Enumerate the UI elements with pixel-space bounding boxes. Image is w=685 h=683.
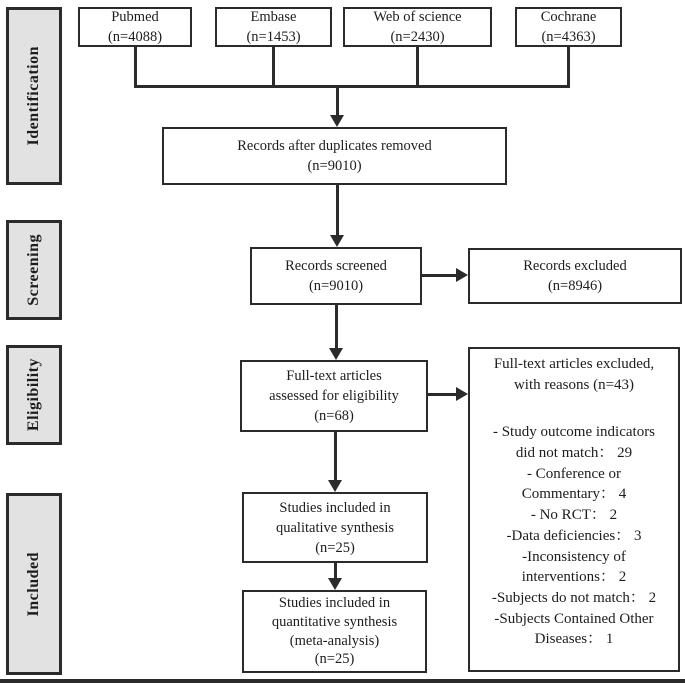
arrow-fulltext-to-qualitative-head [328, 480, 342, 492]
arrow-fulltext-to-qualitative-line [334, 432, 337, 481]
arrow-fulltext-to-reasons-line [428, 393, 458, 396]
box-quantitative-synthesis [242, 590, 427, 673]
fulltext-line-2: assessed for eligibility [269, 388, 399, 404]
screened-line-1: Records screened [285, 258, 387, 274]
source-embase-name: Embase [250, 9, 297, 25]
box-records-excluded [468, 248, 682, 304]
stage-identification [6, 7, 62, 185]
arrow-duplicates-to-screened-head [330, 235, 344, 247]
source-cochrane-count: (n=4363) [541, 29, 596, 45]
stage-identification-label: Identification [25, 46, 42, 146]
reason-line-2: did not match： 29 [515, 445, 633, 462]
box-fulltext-excluded-reasons [468, 347, 680, 672]
arrow-qualitative-to-quantitative-head [328, 578, 342, 590]
connector-cochrane-drop [567, 45, 570, 87]
connector-pubmed-drop [134, 45, 137, 87]
reason-line-5: - No RCT： 2 [530, 507, 618, 524]
box-source-web-of-science [343, 7, 492, 47]
reasons-title-line-2: with reasons (n=43) [513, 376, 635, 393]
reason-line-8: interventions： 2 [521, 569, 627, 586]
box-source-embase [215, 7, 332, 47]
reasons-title-line-1: Full-text articles excluded, [493, 356, 655, 372]
reason-line-11: Diseases： 1 [534, 631, 614, 648]
box-records-screened [250, 247, 422, 305]
arrow-funnel-to-duplicates-line [336, 85, 339, 117]
fulltext-line-3: (n=68) [314, 408, 354, 424]
source-pubmed-name: Pubmed [111, 9, 159, 25]
source-wos-name: Web of science [373, 9, 462, 25]
qualitative-line-1: Studies included in [279, 499, 391, 516]
box-records-after-duplicates [162, 127, 507, 185]
arrow-funnel-to-duplicates-head [330, 115, 344, 127]
reason-line-1: - Study outcome indicators [492, 424, 656, 441]
arrow-fulltext-to-reasons-head [456, 387, 468, 401]
connector-embase-drop [272, 45, 275, 87]
box-source-pubmed [78, 7, 192, 47]
source-pubmed-count: (n=4088) [107, 29, 163, 45]
qualitative-line-3: (n=25) [315, 539, 355, 556]
quantitative-line-4: (n=25) [314, 651, 355, 668]
duplicates-line-2: (n=9010) [307, 158, 362, 174]
records-excluded-line-1: Records excluded [523, 258, 627, 274]
reason-line-7: -Inconsistency of [522, 548, 626, 565]
box-qualitative-synthesis [242, 492, 428, 563]
qualitative-line-2: qualitative synthesis [276, 519, 394, 536]
stage-eligibility-label: Eligibility [25, 358, 42, 432]
arrow-duplicates-to-screened-line [336, 185, 339, 237]
arrow-screened-to-fulltext-head [329, 348, 343, 360]
arrow-screened-to-excluded-line [422, 274, 458, 277]
records-excluded-line-2: (n=8946) [547, 278, 603, 294]
source-cochrane-name: Cochrane [540, 9, 597, 25]
source-wos-count: (n=2430) [390, 29, 445, 45]
stage-screening [6, 220, 62, 320]
connector-wos-drop [416, 45, 419, 87]
box-fulltext-assessed [240, 360, 428, 432]
quantitative-line-1: Studies included in [278, 594, 391, 611]
box-source-cochrane [515, 7, 622, 47]
reason-line-10: -Subjects Contained Other [494, 610, 654, 627]
figure-bottom-rule [0, 679, 685, 683]
stage-included-label: Included [25, 551, 42, 617]
source-embase-count: (n=1453) [246, 29, 301, 45]
stage-eligibility [6, 345, 62, 445]
arrow-screened-to-fulltext-line [335, 305, 338, 350]
reason-line-4: Commentary： 4 [521, 486, 627, 503]
arrow-screened-to-excluded-head [456, 268, 468, 282]
fulltext-line-1: Full-text articles [286, 368, 382, 384]
reason-line-9: -Subjects do not match： 2 [491, 589, 657, 606]
reason-line-3: - Conference or [526, 465, 622, 482]
screened-line-2: (n=9010) [308, 278, 364, 294]
quantitative-line-2: quantitative synthesis [271, 613, 398, 630]
duplicates-line-1: Records after duplicates removed [237, 138, 432, 154]
reason-line-6: -Data deficiencies： 3 [506, 527, 642, 544]
quantitative-line-3: (meta-analysis) [289, 632, 380, 649]
connector-funnel-bar [134, 85, 570, 88]
stage-included [6, 493, 62, 675]
stage-screening-label: Screening [25, 234, 42, 306]
